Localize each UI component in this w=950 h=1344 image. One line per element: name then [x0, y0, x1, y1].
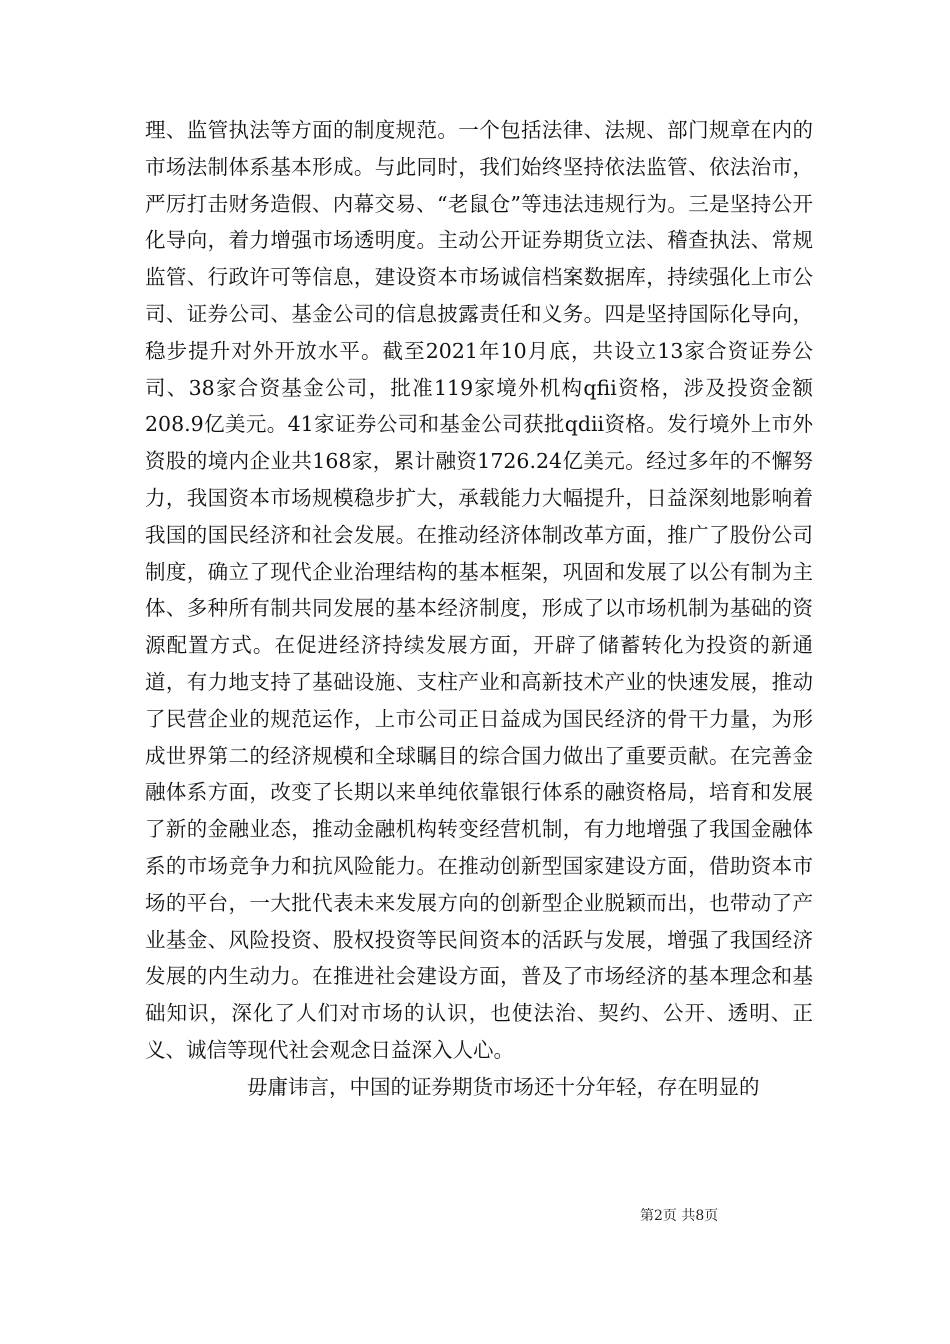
paragraph-1: 理、监管执法等方面的制度规范。一个包括法律、法规、部门规章在内的市场法制体系基本形成。与此同时，我们始终坚持依法监管、依法治市，严厉打击财务造假、内幕交易、“老鼠仓”等违法违规行为。三是坚持公开化导向，着力增强市场透明度。主动公开证券期货立法、稽查执法、常规监管、行政许可等信息，建设资本市场诚信档案数据库，持续强化上市公司、证券公司、基金公司的信息披露责任和义务。四是坚持国际化导向，稳步提升对外开放水平。截至2021年10月底，共设立13家合资证券公司、38家合资基金公司，批准119家境外机构qfii资格，涉及投资金额208.9亿美元。41家证券公司和基金公司获批qdii资格。发行境外上市外资股的境内企业共168家，累计融资1726.24亿美元。经过多年的不懈努力，我国资本市场规模稳步扩大，承载能力大幅提升，日益深刻地影响着我国的国民经济和社会发展。在推动经济体制改革方面，推广了股份公司制度，确立了现代企业治理结构的基本框架，巩固和发展了以公有制为主体、多种所有制共同发展的基本经济制度，形成了以市场机制为基础的资源配置方式。在促进经济持续发展方面，开辟了储蓄转化为投资的新通道，有力地支持了基础设施、支柱产业和高新技术产业的快速发展，推动了民营企业的规范运作，上市公司正日益成为国民经济的骨干力量，为形成世界第二的经济规模和全球瞩目的综合国力做出了重要贡献。在完善金融体系方面，改变了长期以来单纯依靠银行体系的融资格局，培育和发展了新的金融业态，推动金融机构转变经营机制，有力地增强了我国金融体系的市场竞争力和抗风险能力。在推动创新型国家建设方面，借助资本市场的平台，一大批代表未来发展方向的创新型企业脱颖而出，也带动了产业基金、风险投资、股权投资等民间资本的活跃与发展，增强了我国经济发展的内生动力。在推进社会建设方面，普及了市场经济的基本理念和基础知识，深化了人们对市场的认识，也使法治、契约、公开、透明、正义、诚信等现代社会观念日益深入人心。: [145, 118, 813, 1062]
page-number: [640, 1205, 840, 1225]
page-number-label: 第2页 共8页: [640, 1208, 719, 1224]
document-body: [145, 112, 813, 1106]
paragraph-2: 毋庸讳言，中国的证券期货市场还十分年轻，存在明显的: [247, 1074, 760, 1099]
